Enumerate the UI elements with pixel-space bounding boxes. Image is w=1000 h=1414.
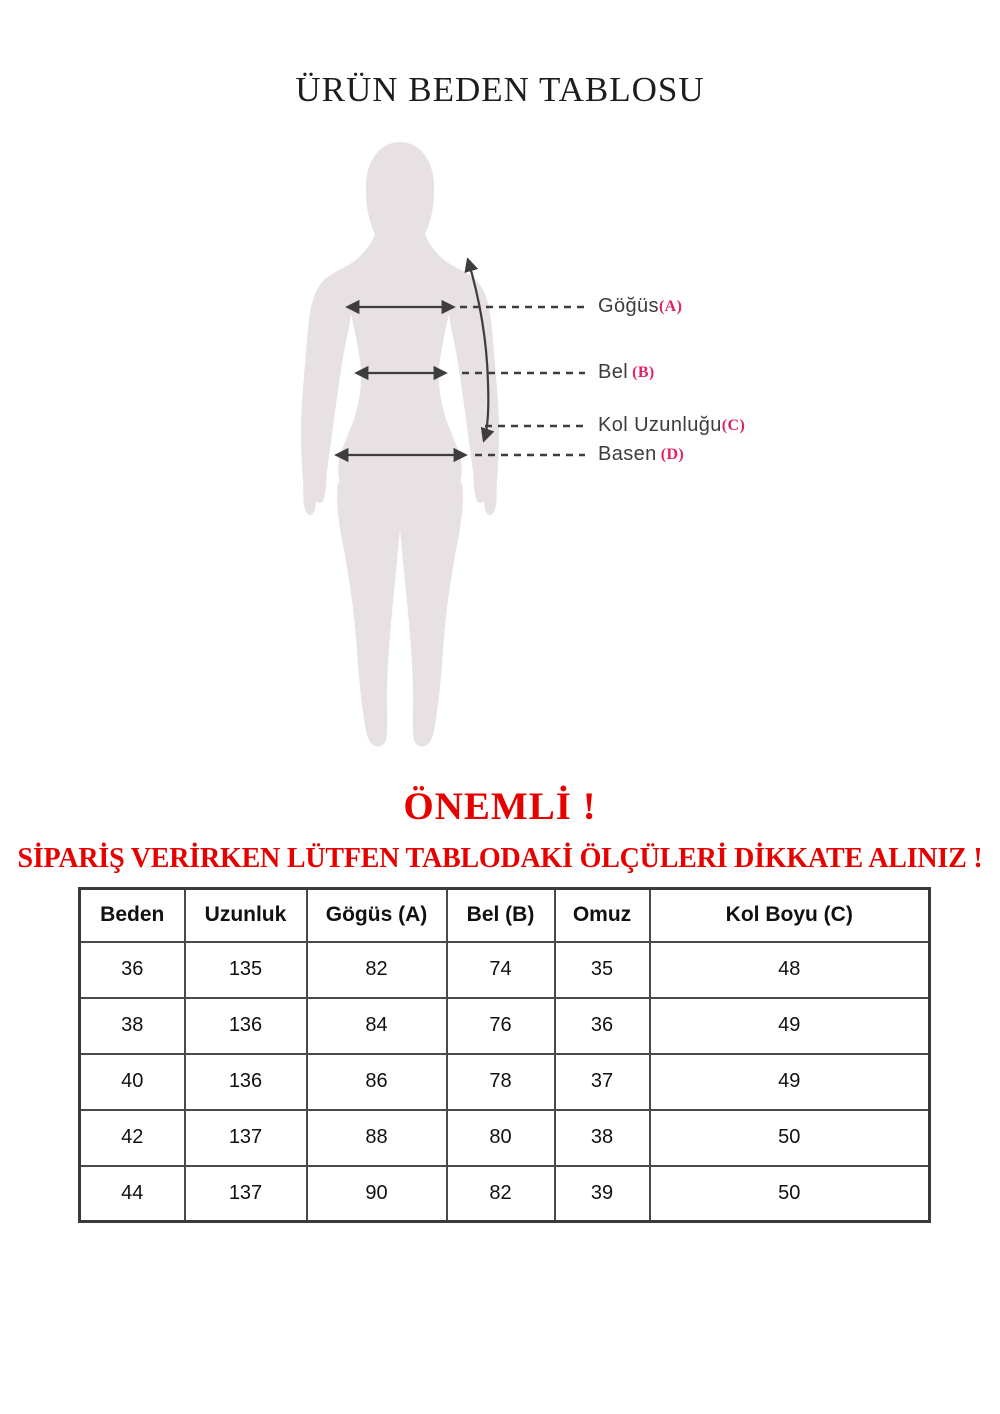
table-cell: 49 [650,998,930,1054]
column-header-beden: Beden [80,889,185,942]
measure-label-arm [598,414,745,437]
table-cell: 76 [447,998,555,1054]
table-row [80,1110,930,1166]
female-figure-left-leg [337,474,402,746]
table-cell: 88 [307,1110,447,1166]
table-row [80,1054,930,1110]
measure-code-b: (B) [632,364,655,381]
table-cell: 50 [650,1110,930,1166]
column-header-kol-boyu: Kol Boyu (C) [650,889,930,942]
table-cell: 36 [555,998,650,1054]
table-cell: 135 [185,942,307,998]
table-cell: 82 [307,942,447,998]
size-table [78,887,931,1223]
page-title: ÜRÜN BEDEN TABLOSU [295,70,705,109]
table-cell: 84 [307,998,447,1054]
important-heading: ÖNEMLİ ! [403,785,597,828]
table-row [80,1166,930,1222]
measure-label-chest-text: Göğüs [598,295,659,317]
measure-label-hip-text: Basen [598,443,657,465]
table-cell: 44 [80,1166,185,1222]
table-row [80,998,930,1054]
measure-code-d: (D) [660,446,685,463]
table-cell: 42 [80,1110,185,1166]
measure-label-hip [598,443,684,466]
table-cell: 38 [555,1110,650,1166]
table-cell: 40 [80,1054,185,1110]
measure-label-waist [598,361,655,384]
table-cell: 80 [447,1110,555,1166]
column-header-gogus: Gögüs (A) [307,889,447,942]
measure-label-chest [598,295,682,318]
female-figure-right-leg [398,474,463,746]
table-cell: 74 [447,942,555,998]
table-cell: 38 [80,998,185,1054]
column-header-omuz: Omuz [555,889,650,942]
table-row [80,942,930,998]
table-cell: 35 [555,942,650,998]
table-cell: 82 [447,1166,555,1222]
table-cell: 136 [185,998,307,1054]
table-cell: 137 [185,1110,307,1166]
measure-label-arm-text: Kol Uzunluğu [598,414,722,436]
table-cell: 86 [307,1054,447,1110]
measure-code-c: (C) [721,417,746,434]
table-cell: 137 [185,1166,307,1222]
table-cell: 78 [447,1054,555,1110]
table-cell: 39 [555,1166,650,1222]
size-table-header-row [80,889,930,942]
measure-label-waist-text: Bel [598,361,629,383]
body-measurement-diagram [290,138,590,748]
table-cell: 90 [307,1166,447,1222]
table-cell: 48 [650,942,930,998]
table-cell: 50 [650,1166,930,1222]
female-figure-silhouette [301,142,499,515]
column-header-bel: Bel (B) [447,889,555,942]
column-header-uzunluk: Uzunluk [185,889,307,942]
measure-code-a: (A) [658,298,683,315]
table-cell: 36 [80,942,185,998]
table-cell: 49 [650,1054,930,1110]
table-cell: 136 [185,1054,307,1110]
table-cell: 37 [555,1054,650,1110]
warning-text: SİPARİŞ VERİRKEN LÜTFEN TABLODAKİ ÖLÇÜLERİ DİKKATE ALINIZ ! [17,843,983,874]
